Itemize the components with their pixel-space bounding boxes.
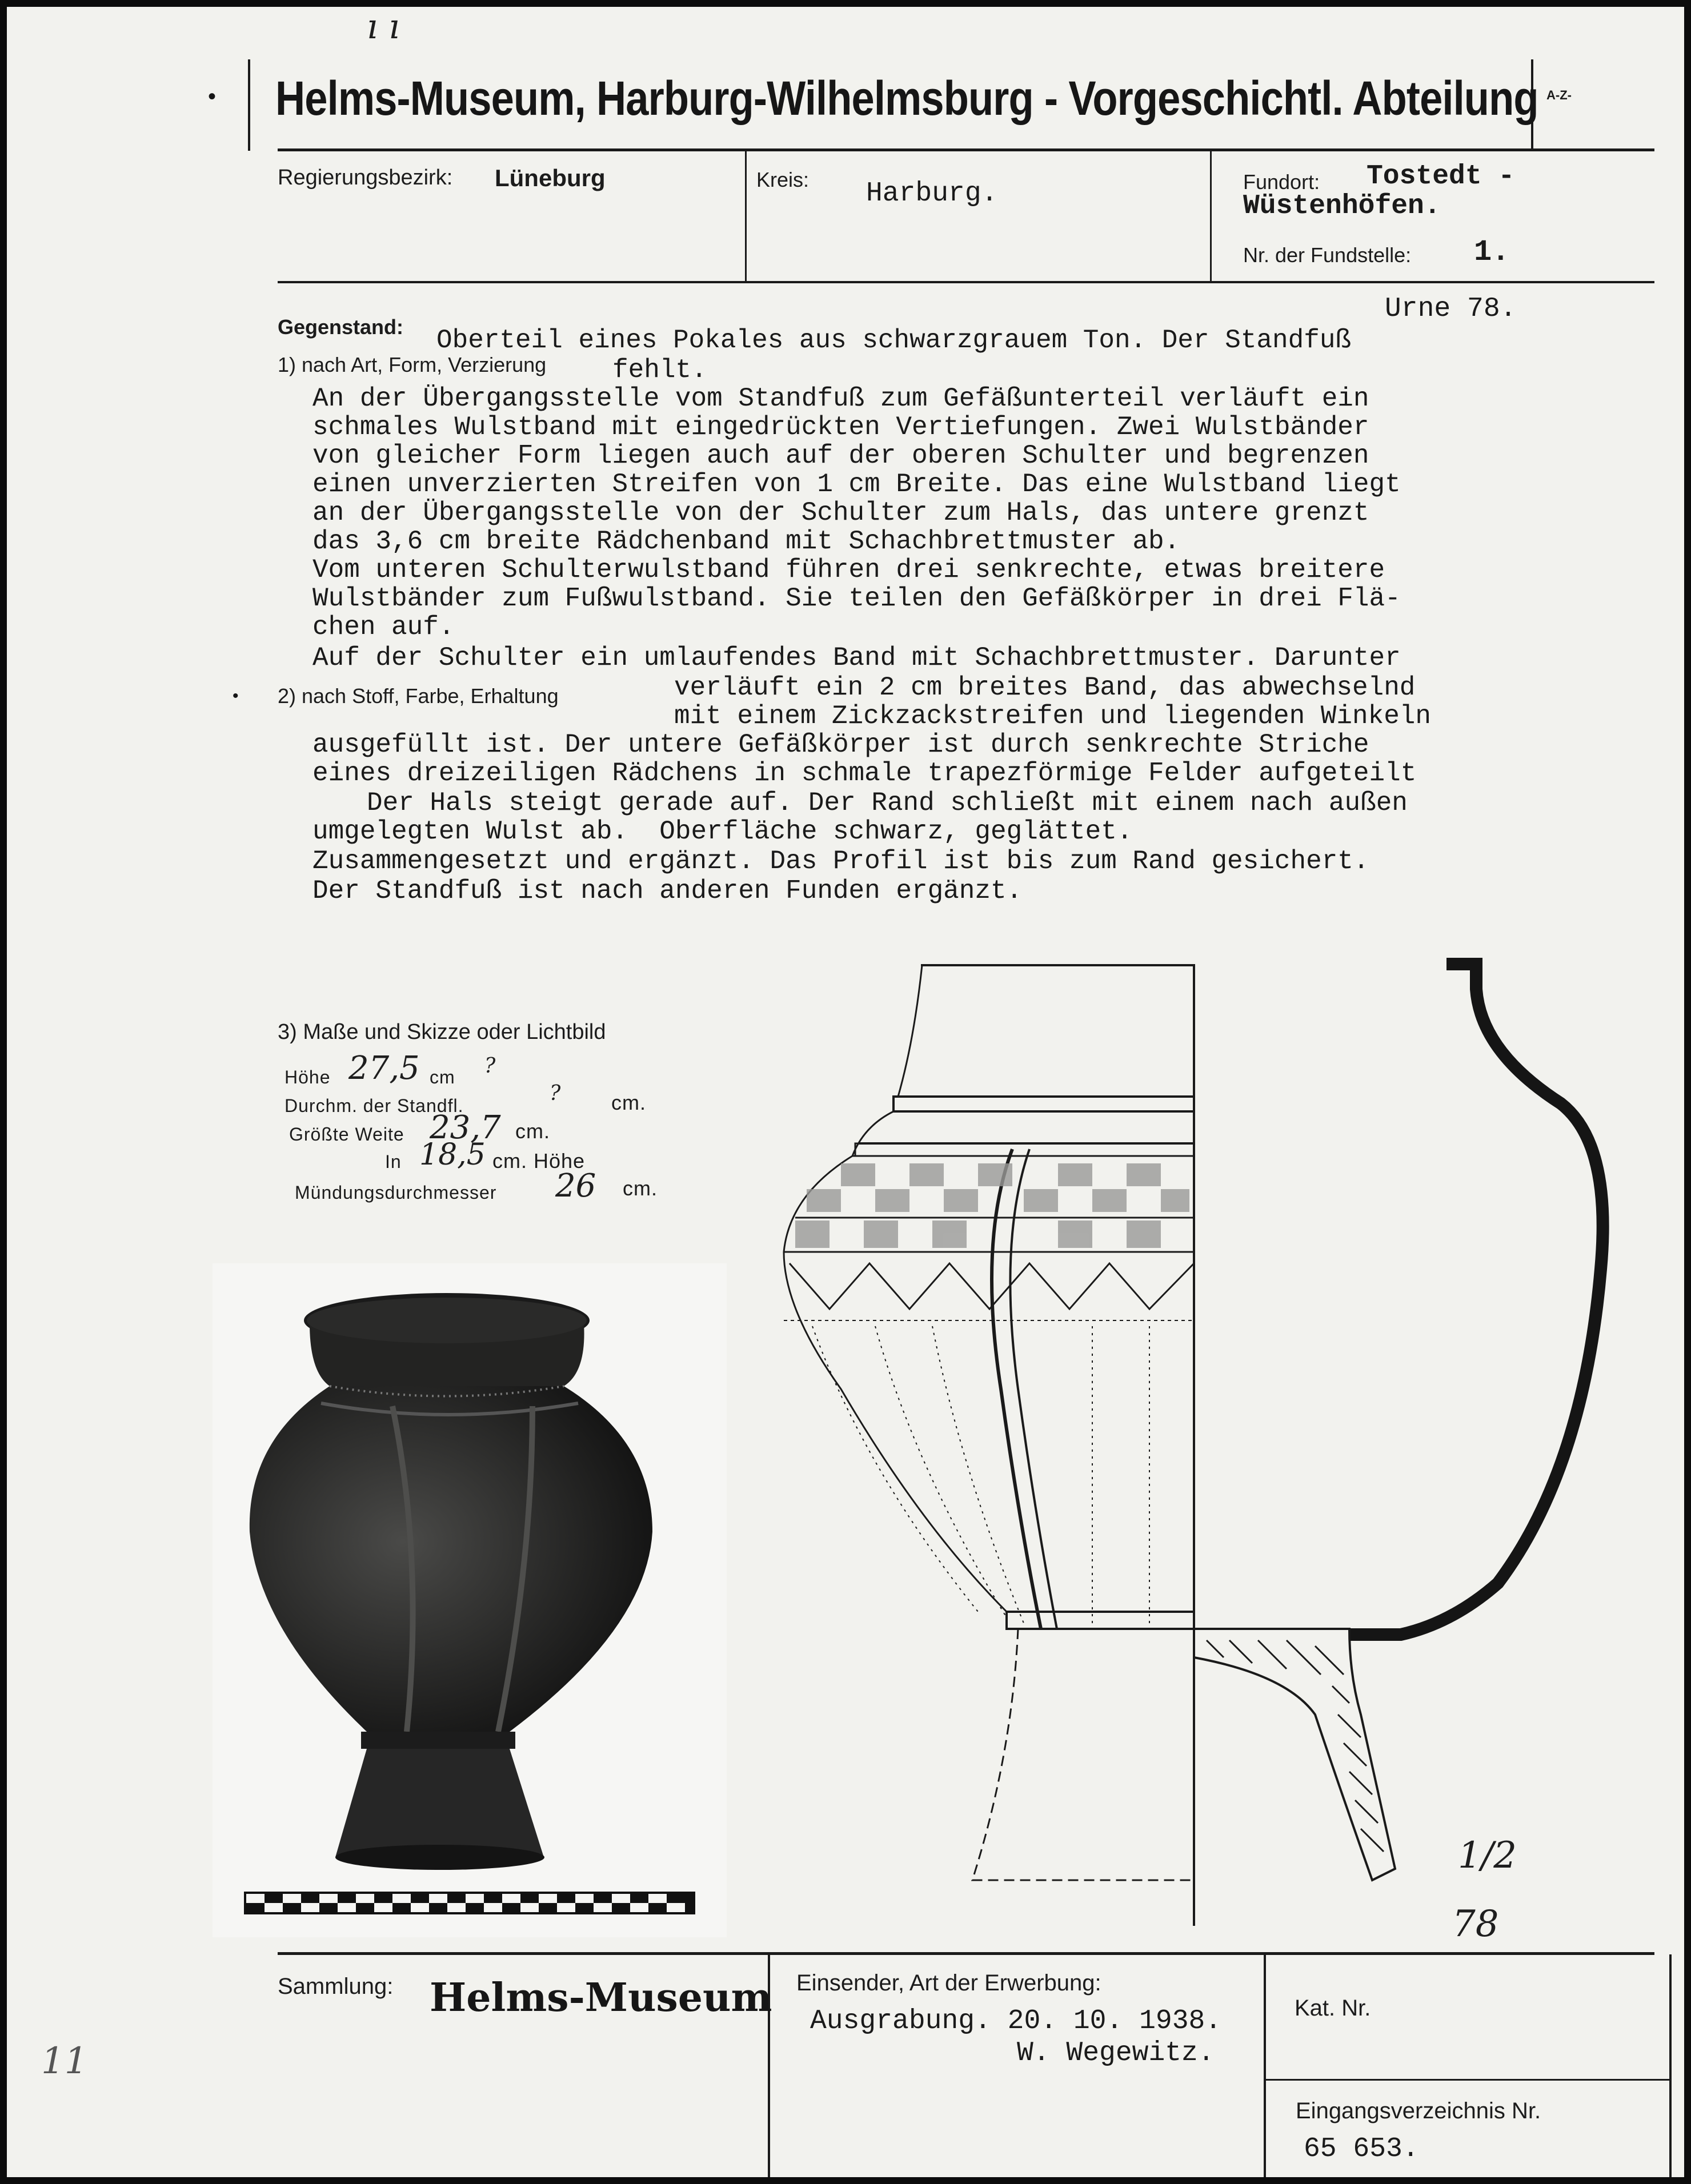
description-line: verläuft ein 2 cm breites Band, das abwechselnd	[674, 673, 1416, 702]
in-label: In	[385, 1151, 402, 1172]
footer-kat-rule	[1264, 2079, 1670, 2081]
corner-tag: A-Z-	[1546, 88, 1572, 102]
description-line: das 3,6 cm breite Rädchenband mit Schachbrettmuster ab.	[312, 527, 1180, 556]
sammlung-stamp: Helms-Museum	[430, 1975, 772, 2021]
hoehe-note: ?	[484, 1054, 496, 1078]
regierungsbezirk-value: Lüneburg	[495, 164, 606, 191]
urne-number: Urne 78.	[1385, 294, 1517, 324]
in-unit: cm. Höhe	[492, 1149, 586, 1173]
weite-label: Größte Weite	[289, 1124, 404, 1145]
vessel-photo-image	[213, 1263, 727, 1937]
drawing-scale: 1/2	[1458, 1834, 1517, 1877]
kreis-value: Harburg.	[866, 178, 998, 209]
description-line: von gleicher Form liegen auch auf der oberen Schulter und begrenzen	[312, 441, 1369, 471]
weite-unit: cm.	[515, 1119, 550, 1143]
top-tick-marks: ı ı	[367, 7, 400, 47]
description-line: chen auf.	[312, 612, 455, 642]
fundstelle-label: Nr. der Fundstelle:	[1243, 243, 1412, 267]
description-line: Zusammengesetzt und ergänzt. Das Profil ist bis zum Rand gesichert.	[312, 846, 1369, 876]
description-line: einen unverzierten Streifen von 1 cm Breite. Das eine Wulstband liegt	[312, 469, 1401, 499]
catalog-card	[7, 7, 1684, 2177]
fundort-value-line1: Tostedt -	[1367, 161, 1515, 192]
art-label: 1) nach Art, Form, Verzierung	[278, 353, 547, 376]
in-value: 18,5	[419, 1138, 486, 1172]
bottom-left-mark: 11	[41, 2040, 88, 2082]
drawing-number: 78	[1452, 1903, 1499, 1945]
location-divider-1	[745, 151, 747, 282]
regierungsbezirk-label: Regierungsbezirk:	[278, 166, 453, 190]
page-title: Helms-Museum, Harburg-Wilhelmsburg - Vorgeschichtl. Abteilung	[275, 71, 1538, 125]
description-line: An der Übergangsstelle vom Standfuß zum Gefäßunterteil verläuft ein	[312, 384, 1369, 413]
einsender-line2: W. Wegewitz.	[1017, 2038, 1215, 2069]
description-line: Der Hals steigt gerade auf. Der Rand schließt mit einem nach außen	[367, 788, 1408, 818]
footer-right-rule	[1669, 1954, 1672, 2177]
hoehe-value: 27,5	[348, 1050, 420, 1087]
left-punch-dot: •	[208, 84, 217, 109]
footer-divider-2	[1264, 1954, 1266, 2177]
description-line: ausgefüllt ist. Der untere Gefäßkörper ist durch senkrechte Striche	[312, 730, 1369, 760]
description-line: Wulstbänder zum Fußwulstband. Sie teilen den Gefäßkörper in drei Flä-	[312, 584, 1401, 613]
vessel-drawing	[772, 955, 1652, 1966]
description-line: an der Übergangsstelle von der Schulter zum Hals, das untere grenzt	[312, 498, 1369, 528]
muendung-value: 26	[555, 1167, 596, 1205]
footer-rule	[278, 1952, 1654, 1955]
vessel-photograph	[213, 1263, 727, 1937]
kat-nr-label: Kat. Nr.	[1295, 1996, 1371, 2021]
gegenstand-label: Gegenstand:	[278, 315, 404, 339]
muendung-label: Mündungsdurchmesser	[295, 1182, 497, 1203]
description-line: Vom unteren Schulterwulstband führen drei senkrechte, etwas breitere	[312, 555, 1385, 585]
stoff-label: 2) nach Stoff, Farbe, Erhaltung	[278, 684, 559, 708]
description-line: umgelegten Wulst ab. Oberfläche schwarz, geglättet.	[312, 817, 1133, 846]
location-divider-2	[1210, 151, 1212, 282]
description-line: eines dreizeiligen Rädchens in schmale trapezförmige Felder aufgeteilt	[312, 758, 1417, 788]
einsender-line1: Ausgrabung. 20. 10. 1938.	[810, 2006, 1222, 2037]
standfl-unit: cm.	[611, 1091, 646, 1114]
hoehe-label: Höhe	[284, 1067, 331, 1087]
eingang-label: Eingangsverzeichnis Nr.	[1296, 2098, 1541, 2123]
hoehe-unit: cm	[430, 1067, 455, 1087]
eingang-value: 65 653.	[1304, 2134, 1419, 2165]
description-line: schmales Wulstband mit eingedrückten Vertiefungen. Zwei Wulstbänder	[312, 412, 1369, 442]
sammlung-label: Sammlung:	[278, 1974, 394, 1999]
description-line: Auf der Schulter ein umlaufendes Band mit Schachbrettmuster. Darunter	[312, 643, 1401, 673]
muendung-unit: cm.	[623, 1177, 658, 1200]
description-line: Oberteil eines Pokales aus schwarzgrauem Ton. Der Standfuß	[436, 326, 1352, 355]
weite-value: 23,7	[430, 1109, 501, 1146]
einsender-label: Einsender, Art der Erwerbung:	[796, 1970, 1101, 1996]
description-line: fehlt.	[612, 355, 707, 385]
standfl-value: ?	[550, 1082, 561, 1105]
description-line: Der Standfuß ist nach anderen Funden ergänzt.	[312, 876, 1023, 906]
location-rule	[278, 281, 1654, 283]
fundstelle-value: 1.	[1474, 235, 1510, 269]
fundort-value-line2: Wüstenhöfen.	[1243, 191, 1441, 222]
measurements-heading: 3) Maße und Skizze oder Lichtbild	[278, 1020, 606, 1044]
description-line: mit einem Zickzackstreifen und liegenden Winkeln	[674, 701, 1432, 731]
header-left-rule	[248, 59, 250, 151]
standfl-label: Durchm. der Standfl.	[284, 1095, 464, 1116]
kreis-label: Kreis:	[756, 168, 810, 191]
fundort-label: Fundort:	[1243, 170, 1320, 194]
margin-dot: •	[233, 686, 239, 705]
header-rule	[278, 148, 1654, 151]
